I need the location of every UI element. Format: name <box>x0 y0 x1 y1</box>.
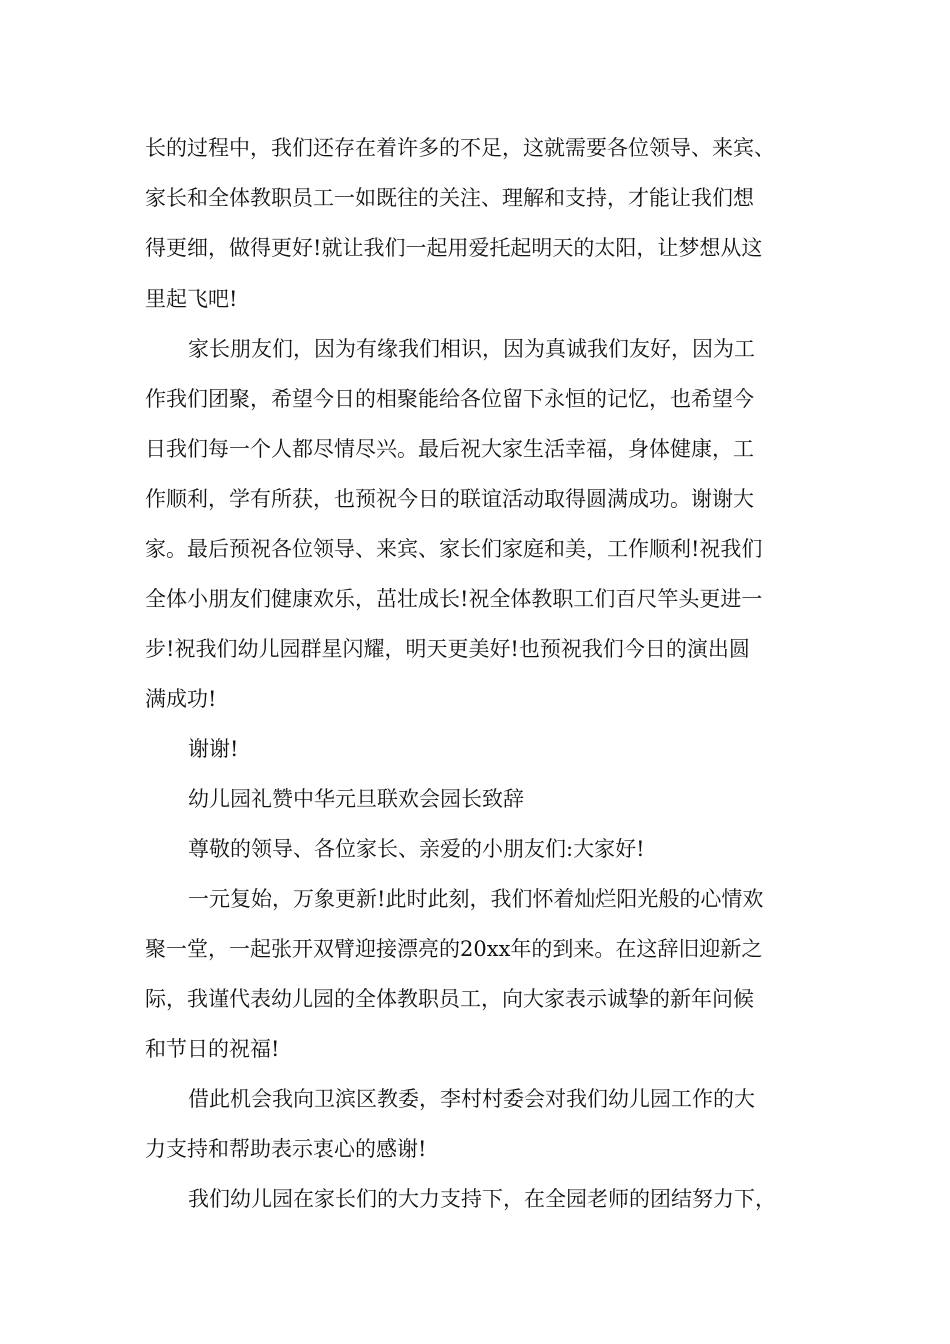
text-line: 里起飞吧! <box>145 287 238 311</box>
text-line: 步!祝我们幼儿园群星闪耀，明天更美好!也预祝我们今日的演出圆 <box>145 637 750 661</box>
text-line: 家。最后预祝各位领导、来宾、家长们家庭和美，工作顺利!祝我们 <box>145 537 763 561</box>
text-line: 际，我谨代表幼儿园的全体教职员工，向大家表示诚挚的新年问候 <box>145 987 754 1011</box>
section-title: 幼儿园礼赞中华元旦联欢会园长致辞 <box>188 787 524 811</box>
text-line: 全体小朋友们健康欢乐，茁壮成长!祝全体教职工们百尺竿头更进一 <box>145 587 763 611</box>
paragraph-start-line: 我们幼儿园在家长们的大力支持下，在全园老师的团结努力下， <box>188 1187 776 1211</box>
text-line: 作顺利，学有所获，也预祝今日的联谊活动取得圆满成功。谢谢大 <box>145 487 754 511</box>
text-line: 聚一堂，一起张开双臂迎接漂亮的20xx年的到来。在这辞旧迎新之 <box>145 937 763 961</box>
text-line: 力支持和帮助表示衷心的感谢! <box>145 1137 427 1161</box>
text-line: 长的过程中，我们还存在着许多的不足，这就需要各位领导、来宾、 <box>145 136 775 160</box>
text-line: 和节日的祝福! <box>145 1037 280 1061</box>
closing-thanks: 谢谢! <box>188 737 239 761</box>
paragraph-start-line: 借此机会我向卫滨区教委，李村村委会对我们幼儿园工作的大 <box>188 1087 755 1111</box>
paragraph-start-line: 家长朋友们，因为有缘我们相识，因为真诚我们友好，因为工 <box>188 337 755 361</box>
text-line: 得更细，做得更好!就让我们一起用爱托起明天的太阳，让梦想从这 <box>145 236 763 260</box>
text-line: 作我们团聚，希望今日的相聚能给各位留下永恒的记忆，也希望今 <box>145 387 754 411</box>
paragraph-start-line: 一元复始，万象更新!此时此刻，我们怀着灿烂阳光般的心情欢 <box>188 887 764 911</box>
text-line: 满成功! <box>145 687 217 711</box>
text-line: 日我们每一个人都尽情尽兴。最后祝大家生活幸福，身体健康，工 <box>145 437 754 461</box>
salutation: 尊敬的领导、各位家长、亲爱的小朋友们:大家好! <box>188 837 645 861</box>
text-line: 家长和全体教职员工一如既往的关注、理解和支持，才能让我们想 <box>145 186 754 210</box>
